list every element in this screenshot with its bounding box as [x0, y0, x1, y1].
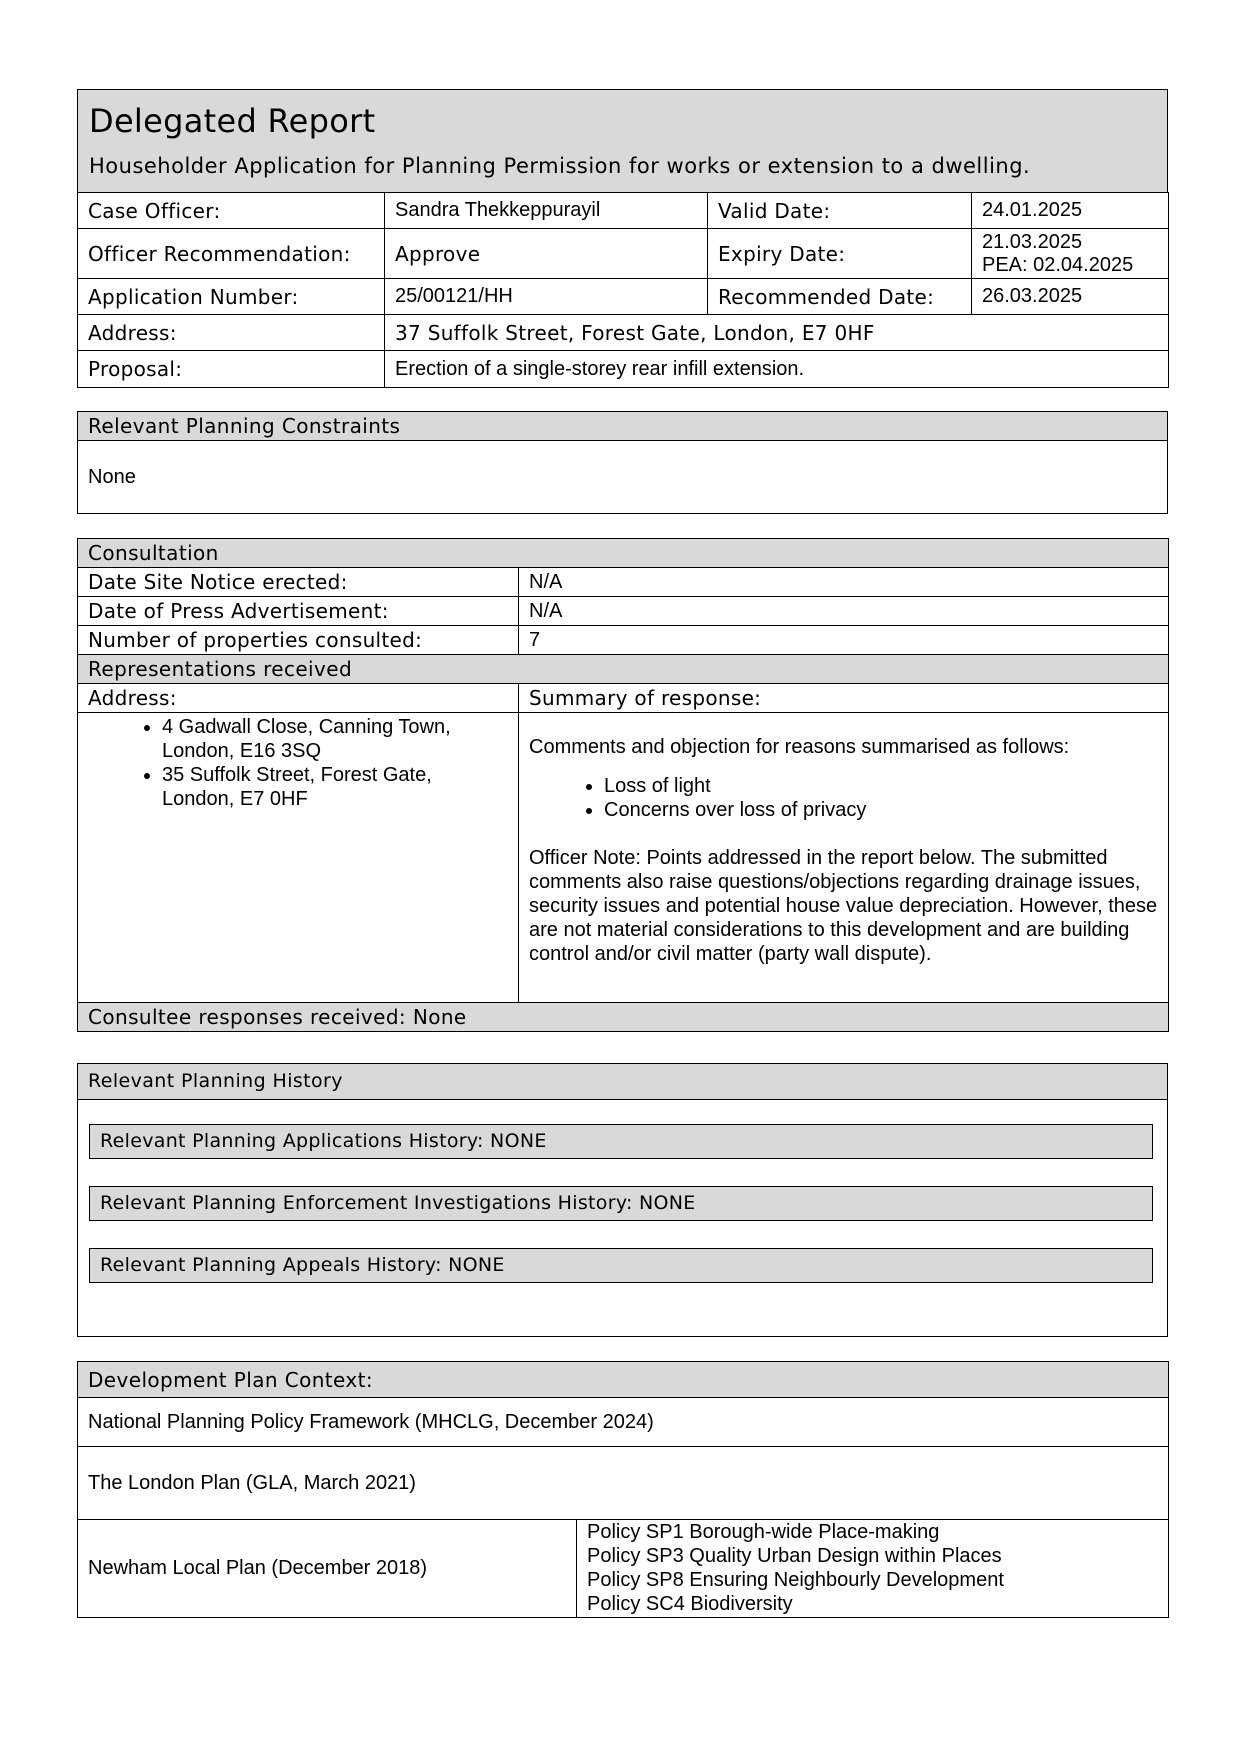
- recommendation-label: Officer Recommendation:: [78, 229, 385, 279]
- address-label: Address:: [78, 315, 385, 351]
- application-number-label: Application Number:: [78, 279, 385, 315]
- valid-date-label: Valid Date:: [708, 193, 972, 229]
- policy-item: Policy SP8 Ensuring Neighbourly Development: [587, 1569, 1004, 1591]
- applications-history-bar: Relevant Planning Applications History: NONE: [89, 1124, 1153, 1159]
- summary-column-header: Summary of response:: [519, 684, 1169, 713]
- plan-context-section: [77, 1361, 1169, 1618]
- expiry-date-cell: [972, 229, 1169, 279]
- policy-item: Policy SP1 Borough-wide Place-making: [587, 1521, 940, 1543]
- summary-point: • Concerns over loss of privacy: [604, 798, 1158, 822]
- address-column-header: Address:: [78, 684, 519, 713]
- pea-date-value: PEA: 02.04.2025: [982, 253, 1134, 276]
- history-section: [77, 1063, 1168, 1337]
- address-value: 37 Suffolk Street, Forest Gate, London, E7 0HF: [385, 315, 1169, 351]
- proposal-value: Erection of a single-storey rear infill extension.: [385, 351, 1169, 388]
- report-title: Delegated Report: [89, 102, 376, 140]
- expiry-date-value: 21.03.2025: [982, 230, 1083, 253]
- policy-item: Policy SP3 Quality Urban Design within Places: [587, 1545, 1002, 1567]
- constraints-value: None: [78, 441, 1168, 514]
- representation-addresses: [78, 713, 519, 1003]
- constraints-heading: Relevant Planning Constraints: [78, 412, 1168, 441]
- press-advert-value: N/A: [519, 597, 1169, 626]
- representations-heading: Representations received: [78, 655, 1169, 684]
- application-number-value: 25/00121/HH: [385, 279, 708, 315]
- properties-consulted-value: 7: [519, 626, 1169, 655]
- london-plan-row: The London Plan (GLA, March 2021): [78, 1447, 1169, 1520]
- recommended-date-label: Recommended Date:: [708, 279, 972, 315]
- appeals-history-bar: Relevant Planning Appeals History: NONE: [89, 1248, 1153, 1283]
- summary-point: • Loss of light: [604, 774, 1158, 798]
- local-plan-policies: [577, 1520, 1169, 1618]
- site-notice-label: Date Site Notice erected:: [78, 568, 519, 597]
- valid-date-value: 24.01.2025: [972, 193, 1169, 229]
- plan-context-heading: Development Plan Context:: [78, 1362, 1169, 1398]
- press-advert-label: Date of Press Advertisement:: [78, 597, 519, 626]
- nppf-row: National Planning Policy Framework (MHCLG, December 2024): [78, 1398, 1169, 1447]
- expiry-date-label: Expiry Date:: [708, 229, 972, 279]
- history-heading: Relevant Planning History: [78, 1064, 1167, 1100]
- enforcement-history-bar: Relevant Planning Enforcement Investigations History: NONE: [89, 1186, 1153, 1221]
- local-plan-label: Newham Local Plan (December 2018): [78, 1520, 577, 1618]
- response-summary: [519, 713, 1169, 1003]
- list-item: • 35 Suffolk Street, Forest Gate, London, E7 0HF: [162, 763, 518, 811]
- constraints-section: [77, 411, 1168, 514]
- case-officer-value: Sandra Thekkeppurayil: [385, 193, 708, 229]
- consultation-section: [77, 538, 1169, 1032]
- officer-note: Officer Note: Points addressed in the report below. The submitted comments also raise questions/objections regarding drainage issues, security issues and potential house value depreciation. However, these are not material considerations to this development and are building control and/or civil matter (party wall dispute).: [529, 847, 1158, 965]
- recommended-date-value: 26.03.2025: [972, 279, 1169, 315]
- proposal-label: Proposal:: [78, 351, 385, 388]
- report-subtitle: Householder Application for Planning Permission for works or extension to a dwelling.: [89, 154, 1031, 178]
- report-header: [77, 89, 1168, 193]
- summary-intro: Comments and objection for reasons summarised as follows:: [529, 736, 1070, 758]
- consultee-responses: Consultee responses received: None: [78, 1003, 1169, 1032]
- site-notice-value: N/A: [519, 568, 1169, 597]
- recommendation-value: Approve: [385, 229, 708, 279]
- consultation-heading: Consultation: [78, 539, 1169, 568]
- list-item: • 4 Gadwall Close, Canning Town, London, E16 3SQ: [162, 715, 518, 763]
- summary-table: [77, 192, 1169, 388]
- case-officer-label: Case Officer:: [78, 193, 385, 229]
- policy-item: Policy SC4 Biodiversity: [587, 1593, 793, 1615]
- properties-consulted-label: Number of properties consulted:: [78, 626, 519, 655]
